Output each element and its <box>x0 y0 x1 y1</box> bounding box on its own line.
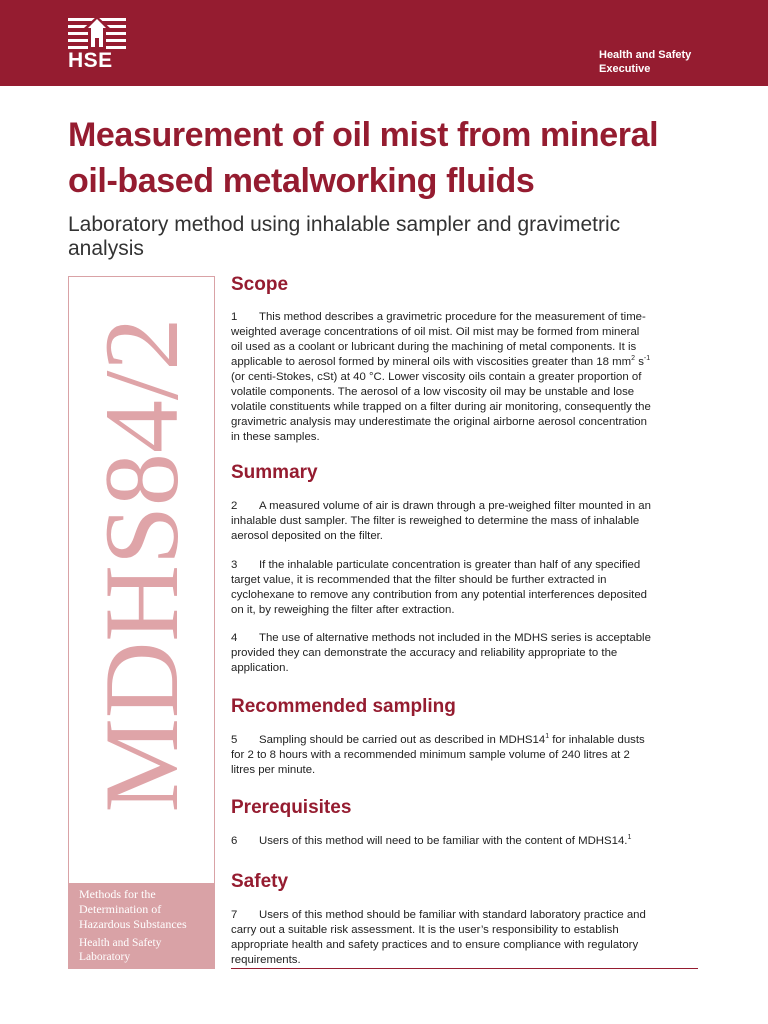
paragraph-number: 6 <box>231 835 238 847</box>
paragraph-3 <box>231 558 647 618</box>
text-line: Users of this method should be familiar with standard laboratory practice and <box>259 909 646 921</box>
text-line: provided they can demonstrate the accuracy and reliability appropriate to the <box>231 647 618 659</box>
text-line: A measured volume of air is drawn through a pre-weighed filter mounted in an <box>259 500 651 512</box>
document-title <box>68 112 728 204</box>
series-line1: Methods for the <box>79 887 156 901</box>
text-line: application. <box>231 662 289 674</box>
paragraph-7 <box>231 908 646 968</box>
series-line2: Determination of <box>79 902 162 916</box>
series-line3: Hazardous Substances <box>79 917 187 931</box>
lab-name <box>79 936 204 964</box>
document-subtitle <box>68 213 708 261</box>
superscript: 2 <box>631 355 636 363</box>
text-line: (or centi-Stokes, cSt) at 40 °C. Lower viscosity oils contain a greater proportion of <box>231 371 642 383</box>
paragraph-number: 5 <box>231 734 238 746</box>
superscript: 1 <box>627 834 632 842</box>
text-line: The use of alternative methods not included in the MDHS series is acceptable <box>259 632 651 644</box>
text-line: inhalable dust sampler. The filter is reweighed to determine the mass of inhalable <box>231 515 640 527</box>
text-line: Sampling should be carried out as described in MDHS14 <box>259 734 546 746</box>
sidebar-panel <box>68 276 215 969</box>
hse-logo-text: HSE <box>68 49 113 72</box>
text-line: on it, by reweighing the filter after extraction. <box>231 604 455 616</box>
text-line: aerosol deposited on the filter. <box>231 530 383 542</box>
text-line: volatile constituents while trapped on a filter during air monitoring, consequently the <box>231 401 651 413</box>
section-heading-safety: Safety <box>231 871 289 892</box>
title-line1: Measurement of oil mist from mineral <box>68 116 659 154</box>
header-band <box>0 0 768 86</box>
text-line: for 2 to 8 hours with a recommended minimum sample volume of 240 litres at 2 <box>231 749 630 761</box>
org-name-line2: Executive <box>599 63 651 75</box>
text-line: litres per minute. <box>231 764 316 776</box>
text-line: s <box>635 356 644 368</box>
bottom-rule <box>231 968 698 969</box>
sidebar-code-wrap <box>69 277 214 877</box>
paragraph-2 <box>231 499 651 544</box>
text-line: oil used as a coolant or lubricant during the machining of metal components. It is <box>231 341 637 353</box>
lab-line2: Laboratory <box>79 951 131 963</box>
text-line: If the inhalable particulate concentration is greater than half of any specified <box>259 559 641 571</box>
text-line: gravimetric analysis may underestimate the original airborne aerosol concentration <box>231 416 647 428</box>
paragraph-number: 4 <box>231 632 238 644</box>
series-title <box>79 887 204 932</box>
hse-building-icon <box>68 16 126 50</box>
method-code: MDHS84/2 <box>83 317 200 813</box>
section-heading-summary: Summary <box>231 462 318 483</box>
text-line: for inhalable dusts <box>549 734 645 746</box>
text-line: target value, it is recommended that the filter should be further extracted in <box>231 574 607 586</box>
text-line: weighted average concentrations of oil mist. Oil mist may be formed from mineral <box>231 326 640 338</box>
subtitle-line2: analysis <box>68 237 144 260</box>
superscript: -1 <box>643 355 651 363</box>
text-line: applicable to aerosol formed by mineral oils with viscosities greater than 18 mm <box>231 356 632 368</box>
paragraph-number: 1 <box>231 311 238 323</box>
org-name-line1: Health and Safety <box>599 49 692 61</box>
text-line: cyclohexane to remove any contribution from any potential interferences deposited <box>231 589 647 601</box>
paragraph-6 <box>231 834 631 849</box>
text-line: requirements. <box>231 954 301 966</box>
org-name <box>599 48 691 76</box>
hse-logo <box>68 16 126 72</box>
text-line: appropriate health and safety practices and to ensure compliance with regulatory <box>231 939 639 951</box>
subtitle-line1: Laboratory method using inhalable sampler and gravimetric <box>68 213 621 236</box>
lab-line1: Health and Safety <box>79 937 162 949</box>
paragraph-1 <box>231 310 651 445</box>
superscript: 1 <box>545 733 550 741</box>
text-line: Users of this method will need to be familiar with the content of MDHS14. <box>259 835 628 847</box>
paragraph-number: 2 <box>231 500 238 512</box>
paragraph-number: 3 <box>231 559 238 571</box>
paragraph-5 <box>231 733 645 778</box>
series-box <box>69 883 214 968</box>
paragraph-4 <box>231 631 651 676</box>
text-line: This method describes a gravimetric procedure for the measurement of time- <box>259 311 646 323</box>
section-heading-prerequisites: Prerequisites <box>231 797 352 818</box>
section-heading-sampling: Recommended sampling <box>231 696 456 717</box>
text-line: in these samples. <box>231 431 320 443</box>
text-line: volatile components. The aerosol of a low viscosity oil may be unstable and lose <box>231 386 635 398</box>
section-heading-scope: Scope <box>231 274 289 295</box>
title-line2: oil-based metalworking fluids <box>68 162 535 200</box>
text-line: carry out a suitable risk assessment. It is the user’s responsibility to establish <box>231 924 619 936</box>
paragraph-number: 7 <box>231 909 238 921</box>
